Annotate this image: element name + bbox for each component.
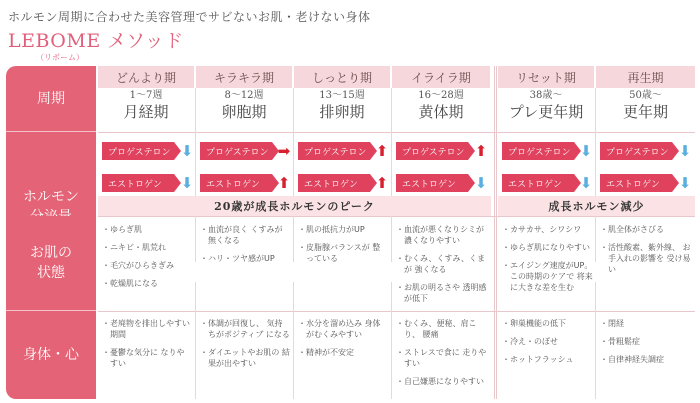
- list-item: ・ 老廃物を排出しやすい 期間: [102, 318, 192, 340]
- list-item: ・ 閉経: [600, 318, 694, 329]
- list-item: ・ ダイエットやお肌の 結果が出やすい: [200, 347, 290, 369]
- list-item: ・ 憂鬱な気分に なりやすい: [102, 347, 192, 369]
- list-item: ・ 活性酸素、紫外線、 お手入れの影響を 受け易い: [600, 242, 694, 275]
- list-item: ・ 冷え・のぼせ: [502, 336, 594, 347]
- badge-progesterone-5: プロゲステロン: [502, 142, 574, 160]
- list-item: ・ 肌全体がさびる: [600, 224, 694, 235]
- list-item: ・ 自律神経失調症: [600, 354, 694, 365]
- arrow-down-icon: ⬇: [474, 174, 488, 192]
- list-item: ・ 卵巣機能の低下: [502, 318, 594, 329]
- col-head-6: 再生期: [596, 66, 695, 88]
- list-item: ・ 血流が良く くすみが無くなる: [200, 224, 290, 246]
- badge-progesterone-2: プロゲステロン: [200, 142, 272, 160]
- brand-reading: （リボーム）: [36, 53, 84, 62]
- list-item: ・ 自己嫌悪になりやすい: [396, 376, 490, 387]
- list-item: ・ むくみ、くすみ、くまが 強くなる: [396, 253, 490, 275]
- skin-cell-4: [396, 224, 490, 311]
- list-item: ・ ゆらぎ肌: [102, 224, 192, 235]
- arrow-up-icon: ⬆: [474, 142, 488, 160]
- body-cell-5: [502, 318, 594, 372]
- list-item: ・ 精神が不安定: [298, 347, 388, 358]
- arrow-down-icon: ⬇: [579, 174, 593, 192]
- period-1: 1〜7週 月経期: [123, 90, 169, 121]
- skin-cell-2: [200, 224, 290, 271]
- badge-estrogen-4: エストロゲン: [396, 174, 468, 192]
- arrow-down-icon: ⬇: [678, 174, 692, 192]
- badge-estrogen-5: エストロゲン: [502, 174, 574, 192]
- page-title: ホルモン周期に合わせた美容管理でサビないお肌・老けない身体: [8, 10, 371, 24]
- col-head-3: しっとり期: [294, 66, 390, 88]
- skin-cell-1: [102, 224, 192, 296]
- col-head-1: どんより期: [98, 66, 194, 88]
- period-6: 50歳〜 更年期: [622, 90, 668, 121]
- skin-cell-5: [502, 224, 594, 300]
- badge-progesterone-3: プロゲステロン: [298, 142, 370, 160]
- body-cell-3: [298, 318, 388, 365]
- row-label-body: 身体・心: [6, 311, 96, 399]
- list-item: ・ ホットフラッシュ: [502, 354, 594, 365]
- row-label-cycle: 周期: [6, 66, 96, 132]
- arrow-up-icon: ⬆: [277, 174, 291, 192]
- body-cell-1: [102, 318, 192, 376]
- banner-growth-decline: 成長ホルモン減少: [498, 196, 695, 216]
- col-head-5: リセット期: [498, 66, 594, 88]
- brand-logo-text: LEBOME メソッド: [8, 30, 184, 52]
- badge-estrogen-1: エストロゲン: [102, 174, 174, 192]
- skin-cell-6: [600, 224, 694, 282]
- arrow-up-icon: ⬆: [375, 142, 389, 160]
- list-item: ・ 水分を溜め込み 身体がむくみやすい: [298, 318, 388, 340]
- list-item: ・ ニキビ・肌荒れ: [102, 242, 192, 253]
- arrow-down-icon: ⬇: [678, 142, 692, 160]
- body-cell-6: [600, 318, 694, 372]
- hormone-cycle-table: [6, 66, 695, 399]
- badge-estrogen-2: エストロゲン: [200, 174, 272, 192]
- period-2: 8〜12週 卵胞期: [221, 90, 267, 121]
- col-head-2: キラキラ期: [196, 66, 292, 88]
- body-cell-2: [200, 318, 290, 376]
- badge-progesterone-1: プロゲステロン: [102, 142, 174, 160]
- list-item: ・ ストレスで食に 走りやすい: [396, 347, 490, 369]
- arrow-down-icon: ⬇: [180, 142, 194, 160]
- period-4: 16〜28週 黄体期: [418, 90, 464, 121]
- arrow-up-icon: ⬆: [375, 174, 389, 192]
- list-item: ・ ゆらぎ肌になりやすい: [502, 242, 594, 253]
- arrow-right-icon: ➡: [277, 142, 291, 160]
- body-cell-4: [396, 318, 490, 394]
- list-item: ・ 毛穴がひらきぎみ: [102, 260, 192, 271]
- list-item: ・ カサカサ、シワシワ: [502, 224, 594, 235]
- list-item: ・ 肌の抵抗力がUP: [298, 224, 388, 235]
- list-item: ・ ハリ・ツヤ感がUP: [200, 253, 290, 264]
- list-item: ・ 体調が回復し、 気持ちがポジティブ になる: [200, 318, 290, 340]
- list-item: ・ お肌の明るさや 透明感が低下: [396, 282, 490, 304]
- list-item: ・ むくみ、便秘、肩こり、 腰痛: [396, 318, 490, 340]
- list-item: ・ 血流が悪くなりシミが 濃くなりやすい: [396, 224, 490, 246]
- badge-estrogen-3: エストロゲン: [298, 174, 370, 192]
- period-3: 13〜15週 排卵期: [319, 90, 365, 121]
- list-item: ・ 骨粗鬆症: [600, 336, 694, 347]
- arrow-down-icon: ⬇: [180, 174, 194, 192]
- list-item: ・ エイジング速度がUP。 この時期のケアで 将来に大きな差を生む: [502, 260, 594, 293]
- list-item: ・ 乾燥肌になる: [102, 278, 192, 289]
- arrow-down-icon: ⬇: [579, 142, 593, 160]
- banner-growth-peak: 20歳が成長ホルモンのピーク: [98, 196, 491, 216]
- period-5: 38歳〜 プレ更年期: [508, 90, 584, 121]
- col-head-4: イライラ期: [392, 66, 490, 88]
- list-item: ・ 皮脂腺バランスが 整っている: [298, 242, 388, 264]
- badge-progesterone-4: プロゲステロン: [396, 142, 468, 160]
- badge-progesterone-6: プロゲステロン: [600, 142, 672, 160]
- skin-cell-3: [298, 224, 388, 271]
- row-label-hormone: ホルモン: [6, 132, 96, 282]
- row-label-skin: お肌の 状態: [6, 216, 96, 311]
- badge-estrogen-6: エストロゲン: [600, 174, 672, 192]
